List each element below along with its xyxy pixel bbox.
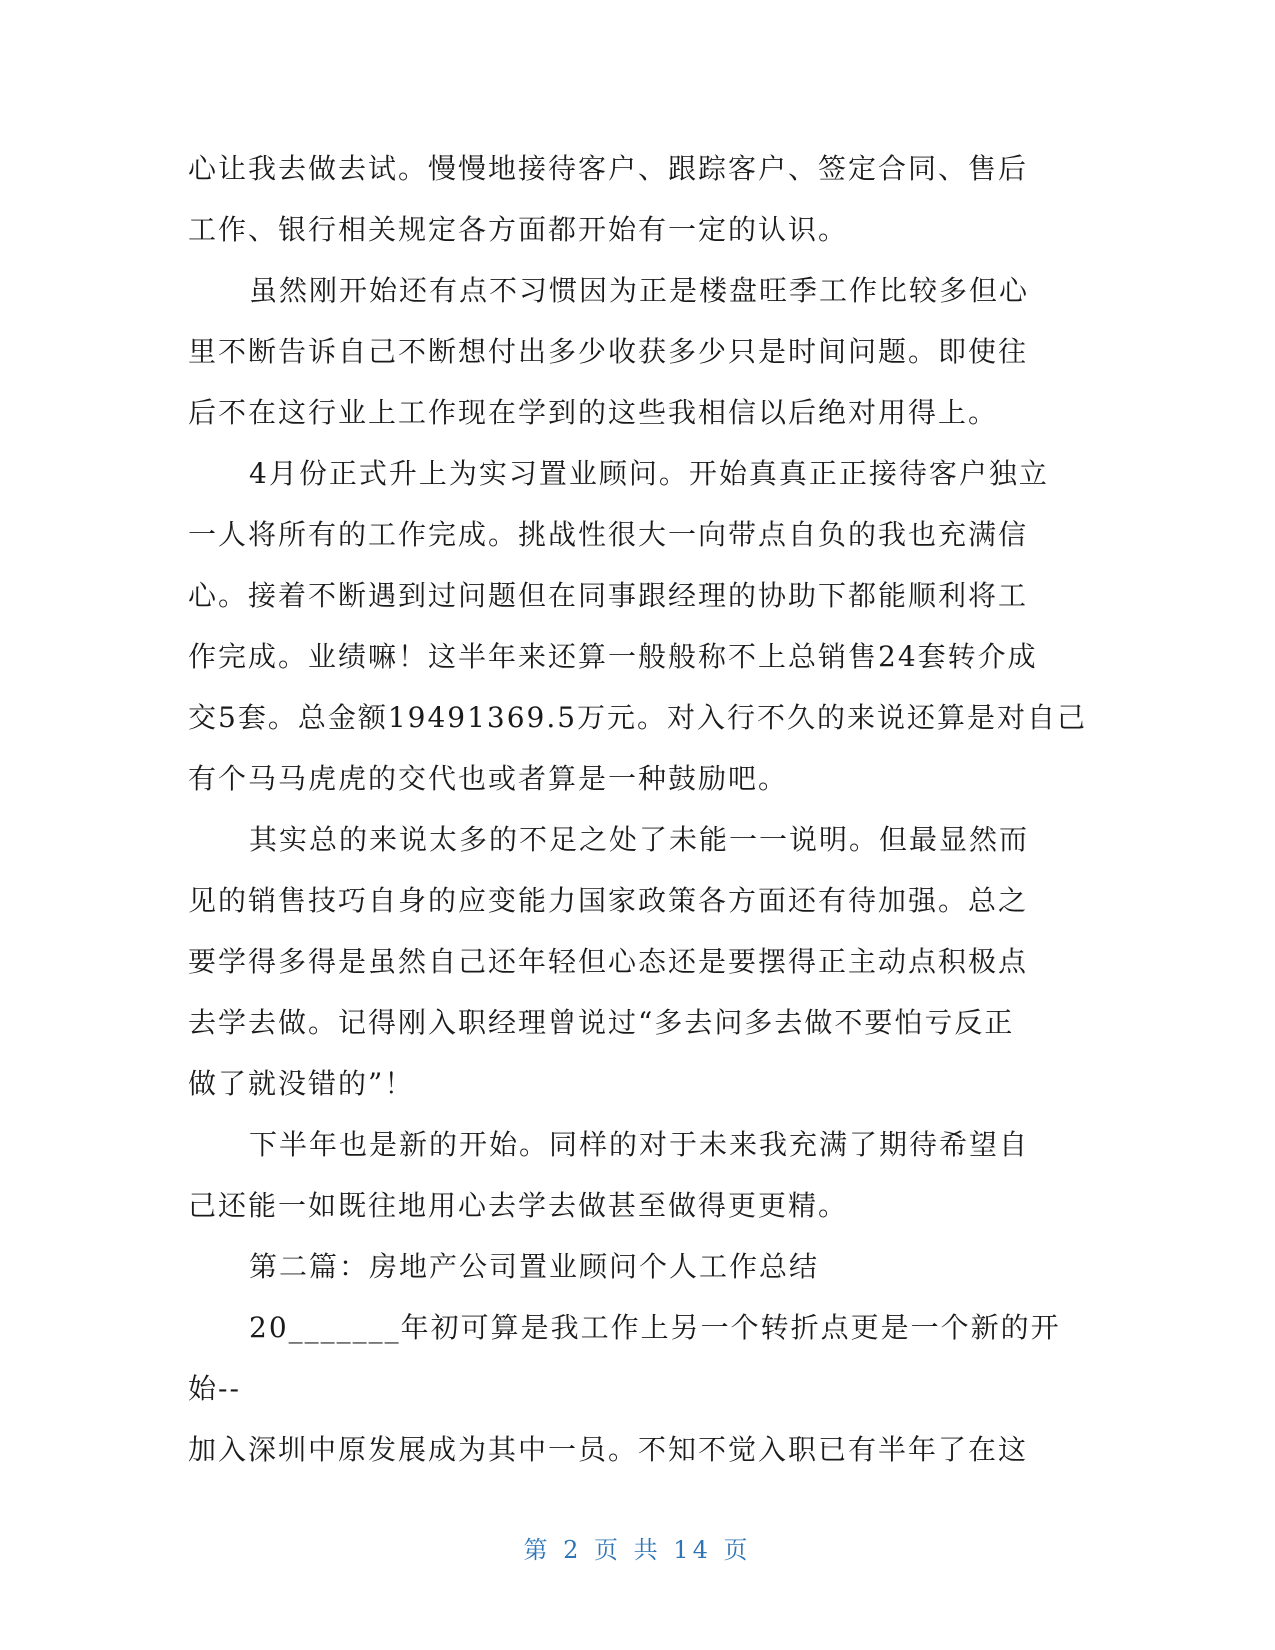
text-line: 做了就没错的”！ bbox=[188, 1067, 415, 1100]
text-line: 见的销售技巧自身的应变能力国家政策各方面还有待加强。总之 bbox=[188, 884, 1029, 917]
text-line: 要学得多得是虽然自己还年轻但心态还是要摆得正主动点积极点 bbox=[188, 945, 1029, 978]
text-line: 工作、银行相关规定各方面都开始有一定的认识。 bbox=[188, 213, 849, 246]
text-line: 心让我去做去试。慢慢地接待客户、跟踪客户、签定合同、售后 bbox=[188, 152, 1029, 185]
text-line: 交5套。总金额19491369.5万元。对入行不久的来说还算是对自己 bbox=[188, 701, 1088, 734]
text-line: 己还能一如既往地用心去学去做甚至做得更更精。 bbox=[188, 1189, 849, 1222]
page-number-footer: 第 2 页 共 14 页 bbox=[523, 1536, 752, 1564]
text-line: 去学去做。记得刚入职经理曾说过“多去问多去做不要怕亏反正 bbox=[188, 1006, 1015, 1039]
text-line: 20_______年初可算是我工作上另一个转折点更是一个新的开 bbox=[249, 1311, 1061, 1344]
text-line: 虽然刚开始还有点不习惯因为正是楼盘旺季工作比较多但心 bbox=[249, 274, 1030, 307]
text-line: 心。接着不断遇到过问题但在同事跟经理的协助下都能顺利将工 bbox=[188, 579, 1029, 612]
section-heading: 第二篇：房地产公司置业顾问个人工作总结 bbox=[249, 1250, 820, 1283]
text-line: 加入深圳中原发展成为其中一员。不知不觉入职已有半年了在这 bbox=[188, 1433, 1029, 1466]
text-line: 下半年也是新的开始。同样的对于未来我充满了期待希望自 bbox=[249, 1128, 1030, 1161]
text-line: 作完成。业绩嘛！这半年来还算一般般称不上总销售24套转介成 bbox=[188, 640, 1038, 673]
text-line: 始-- bbox=[188, 1372, 241, 1405]
text-line: 后不在这行业上工作现在学到的这些我相信以后绝对用得上。 bbox=[188, 396, 999, 429]
text-line: 4月份正式升上为实习置业顾问。开始真真正正接待客户独立 bbox=[249, 457, 1049, 490]
text-line: 里不断告诉自己不断想付出多少收获多少只是时间问题。即使往 bbox=[188, 335, 1029, 368]
text-line: 有个马马虎虎的交代也或者算是一种鼓励吧。 bbox=[188, 762, 789, 795]
text-line: 其实总的来说太多的不足之处了未能一一说明。但最显然而 bbox=[249, 823, 1030, 856]
document-body bbox=[188, 138, 1088, 1480]
text-line: 一人将所有的工作完成。挑战性很大一向带点自负的我也充满信 bbox=[188, 518, 1029, 551]
